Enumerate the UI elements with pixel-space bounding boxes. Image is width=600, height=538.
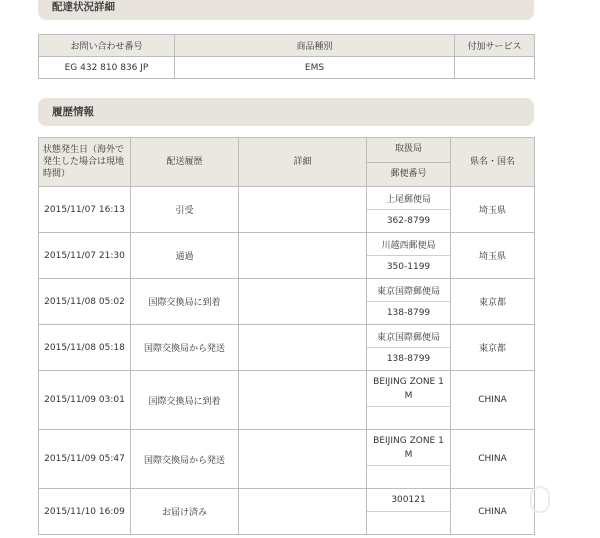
event-detail [239, 371, 367, 430]
header-office: 取扱局 [367, 138, 451, 163]
event-date: 2015/11/07 21:30 [39, 233, 131, 279]
tracking-number: EG 432 810 836 JP [39, 57, 175, 79]
header-item-type: 商品種別 [175, 35, 455, 57]
item-type: EMS [175, 57, 455, 79]
event-detail [239, 325, 367, 371]
postcode: 138-8799 [367, 348, 451, 371]
table-row [39, 489, 535, 512]
summary-data-row [39, 57, 535, 79]
header-region: 県名・国名 [451, 138, 535, 187]
event-date: 2015/11/10 16:09 [39, 489, 131, 535]
event-detail [239, 279, 367, 325]
header-event: 配送履歴 [131, 138, 239, 187]
table-row [39, 187, 535, 210]
event-date: 2015/11/09 03:01 [39, 371, 131, 430]
office-name: 川越西郵便局 [367, 233, 451, 256]
event-detail [239, 233, 367, 279]
table-row [39, 371, 535, 407]
region-name: 東京都 [451, 325, 535, 371]
history-header-row [39, 138, 535, 163]
region-name: CHINA [451, 430, 535, 489]
header-postcode: 郵便番号 [367, 162, 451, 187]
table-row [39, 233, 535, 256]
office-name: 東京国際郵便局 [367, 325, 451, 348]
section-title: 配達状況詳細 [52, 1, 115, 13]
region-name: 東京都 [451, 279, 535, 325]
postcode [367, 512, 451, 535]
extra-service [455, 57, 535, 79]
section-header-status [38, 0, 534, 20]
event-status: 国際交換局に到着 [131, 371, 239, 430]
region-name: CHINA [451, 371, 535, 430]
header-detail: 詳細 [239, 138, 367, 187]
office-name: 東京国際郵便局 [367, 279, 451, 302]
office-name: BEIJING ZONE 1 M [367, 430, 451, 466]
event-status: 引受 [131, 187, 239, 233]
table-row [39, 325, 535, 348]
summary-table [38, 34, 535, 79]
event-detail [239, 489, 367, 535]
header-date: 状態発生日（海外で発生した場合は現地時間） [39, 138, 131, 187]
watermark-logo [530, 486, 588, 520]
event-date: 2015/11/07 16:13 [39, 187, 131, 233]
table-row [39, 430, 535, 466]
header-extra-service: 付加サービス [455, 35, 535, 57]
watermark-mark [530, 486, 550, 513]
postcode: 362-8799 [367, 210, 451, 233]
event-status: 国際交換局に到着 [131, 279, 239, 325]
postcode: 138-8799 [367, 302, 451, 325]
office-name: BEIJING ZONE 1 M [367, 371, 451, 407]
event-detail [239, 187, 367, 233]
event-detail [239, 430, 367, 489]
table-row [39, 279, 535, 302]
office-name: 300121 [367, 489, 451, 512]
event-status: 通過 [131, 233, 239, 279]
event-date: 2015/11/08 05:18 [39, 325, 131, 371]
event-date: 2015/11/09 05:47 [39, 430, 131, 489]
postcode: 350-1199 [367, 256, 451, 279]
postcode [367, 466, 451, 489]
event-status: 国際交換局から発送 [131, 430, 239, 489]
event-status: 国際交換局から発送 [131, 325, 239, 371]
header-tracking-number: お問い合わせ番号 [39, 35, 175, 57]
region-name: 埼玉県 [451, 187, 535, 233]
history-table [38, 137, 535, 535]
postcode [367, 407, 451, 430]
section-title: 履歴情報 [52, 106, 94, 118]
region-name: 埼玉県 [451, 233, 535, 279]
event-status: お届け済み [131, 489, 239, 535]
event-date: 2015/11/08 05:02 [39, 279, 131, 325]
office-name: 上尾郵便局 [367, 187, 451, 210]
summary-header-row [39, 35, 535, 57]
section-header-history [38, 98, 534, 126]
region-name: CHINA [451, 489, 535, 535]
